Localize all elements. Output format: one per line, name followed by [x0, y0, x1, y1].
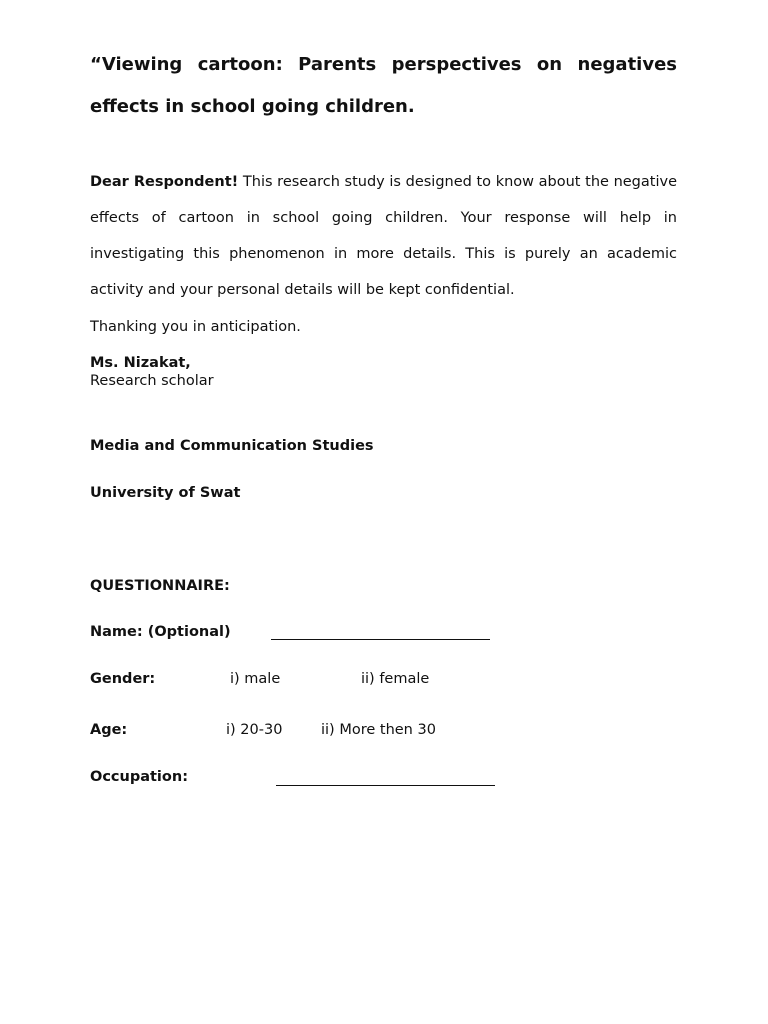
occupation-label: Occupation:	[90, 769, 188, 785]
gender-option-female[interactable]: ii) female	[361, 671, 430, 687]
questionnaire-heading: QUESTIONNAIRE:	[90, 578, 230, 594]
intro-paragraph	[90, 164, 677, 308]
age-option-more-than-30[interactable]: ii) More then 30	[321, 722, 436, 738]
university-name: University of Swat	[90, 485, 241, 501]
age-option-20-30[interactable]: i) 20-30	[226, 722, 283, 738]
document-title: “Viewing cartoon: Parents perspectives on negatives effects in school going children.	[90, 54, 677, 117]
gender-option-male[interactable]: i) male	[230, 671, 281, 687]
age-label: Age:	[90, 722, 128, 738]
signature-role: Research scholar	[90, 373, 214, 389]
name-label: Name: (Optional)	[90, 624, 231, 640]
intro-body: This research study is designed to know about the negative effects of cartoon in school going children. Your response will help in investigating this phenomenon in more details. This is purely an academic activity and your personal details will be kept confidential.	[90, 174, 677, 298]
salutation: Dear Respondent!	[90, 174, 239, 190]
thanks-line: Thanking you in anticipation.	[90, 319, 301, 335]
name-blank-line[interactable]	[271, 639, 490, 640]
occupation-blank-line[interactable]	[276, 785, 495, 786]
signature-name: Ms. Nizakat,	[90, 355, 191, 371]
department-name: Media and Communication Studies	[90, 438, 374, 454]
gender-label: Gender:	[90, 671, 156, 687]
